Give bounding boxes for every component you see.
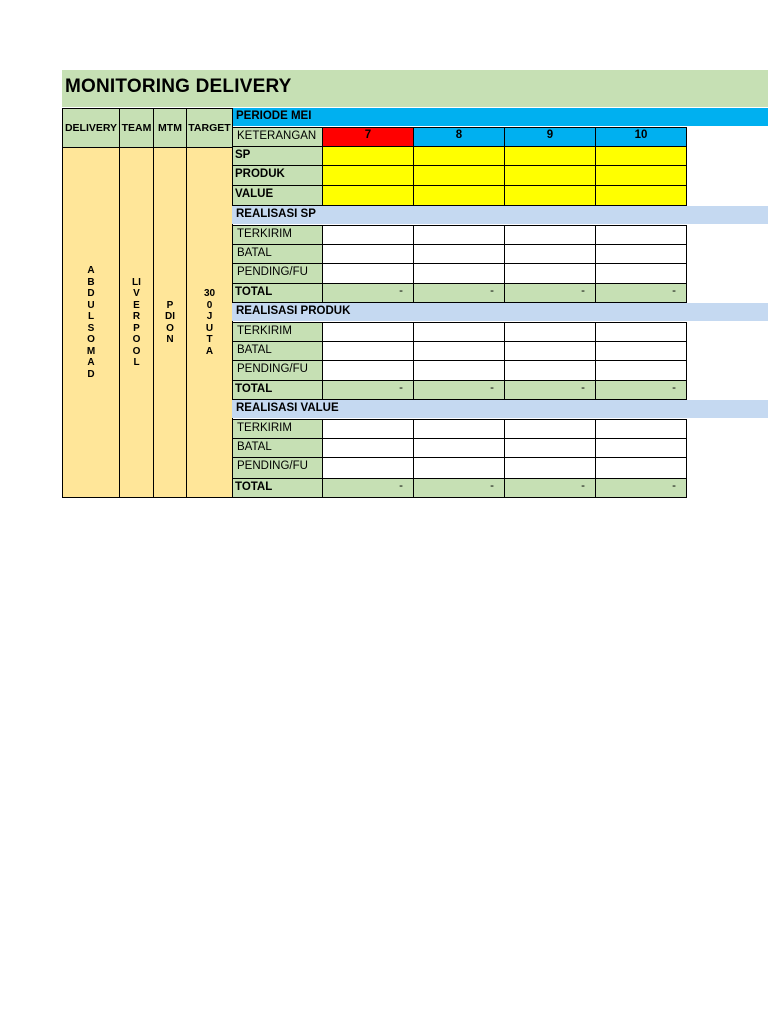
target-input-cell[interactable] xyxy=(413,185,505,206)
target-input-cell[interactable] xyxy=(413,165,505,186)
data-cell[interactable] xyxy=(322,225,414,245)
target-input-cell[interactable] xyxy=(322,146,414,166)
target-input-cell[interactable] xyxy=(595,185,687,206)
section-band-sp xyxy=(232,206,768,224)
total-cell: - xyxy=(413,478,505,498)
target-input-cell[interactable] xyxy=(504,165,596,186)
data-cell[interactable] xyxy=(595,244,687,264)
delivery-name: ABDUL SOMAD xyxy=(86,265,97,380)
data-cell[interactable] xyxy=(322,360,414,381)
data-cell[interactable] xyxy=(322,457,414,479)
day-header: 10 xyxy=(595,127,687,147)
row-label-batal: BATAL xyxy=(232,438,323,458)
total-cell: - xyxy=(504,380,596,400)
section-band-produk xyxy=(232,303,768,321)
total-cell: - xyxy=(504,478,596,498)
target-input-cell[interactable] xyxy=(413,146,505,166)
data-cell[interactable] xyxy=(504,341,596,361)
page-title: MONITORING DELIVERY xyxy=(65,76,292,97)
data-cell[interactable] xyxy=(322,322,414,342)
data-cell[interactable] xyxy=(413,360,505,381)
data-cell[interactable] xyxy=(322,263,414,284)
row-label-batal: BATAL xyxy=(232,341,323,361)
row-label-total: TOTAL xyxy=(232,380,323,400)
data-cell[interactable] xyxy=(504,457,596,479)
row-label-total: TOTAL xyxy=(232,478,323,498)
row-label-terkirim: TERKIRIM xyxy=(232,225,323,245)
periode-band xyxy=(232,108,768,126)
mtm-header: MTM xyxy=(153,108,187,148)
row-label-terkirim: TERKIRIM xyxy=(232,419,323,439)
data-cell[interactable] xyxy=(504,419,596,439)
data-cell[interactable] xyxy=(595,341,687,361)
data-cell[interactable] xyxy=(413,322,505,342)
row-label-pending: PENDING/FU xyxy=(232,360,323,381)
row-label-batal: BATAL xyxy=(232,244,323,264)
total-cell: - xyxy=(595,283,687,303)
row-label-total: TOTAL xyxy=(232,283,323,303)
team-cell xyxy=(119,147,154,498)
data-cell[interactable] xyxy=(595,322,687,342)
target-input-cell[interactable] xyxy=(595,146,687,166)
section-title: REALISASI SP xyxy=(236,208,316,220)
keterangan-label: KETERANGAN xyxy=(232,127,323,147)
data-cell[interactable] xyxy=(322,244,414,264)
target-input-cell[interactable] xyxy=(595,165,687,186)
mtm-cell xyxy=(153,147,187,498)
total-cell: - xyxy=(595,380,687,400)
total-cell: - xyxy=(504,283,596,303)
day-header: 9 xyxy=(504,127,596,147)
data-cell[interactable] xyxy=(504,360,596,381)
day-header: 8 xyxy=(413,127,505,147)
data-cell[interactable] xyxy=(595,360,687,381)
target-input-cell[interactable] xyxy=(504,185,596,206)
delivery-cell xyxy=(62,147,120,498)
data-cell[interactable] xyxy=(595,457,687,479)
target-input-cell[interactable] xyxy=(504,146,596,166)
data-cell[interactable] xyxy=(504,322,596,342)
periode-label: PERIODE MEI xyxy=(236,110,312,122)
target-value: 300 JUTA xyxy=(203,288,216,357)
data-cell[interactable] xyxy=(595,419,687,439)
data-cell[interactable] xyxy=(504,244,596,264)
title-band xyxy=(62,70,768,107)
data-cell[interactable] xyxy=(595,263,687,284)
target-header: TARGET xyxy=(186,108,233,148)
row-label-value: VALUE xyxy=(232,185,323,206)
data-cell[interactable] xyxy=(413,341,505,361)
row-label-sp: SP xyxy=(232,146,323,166)
data-cell[interactable] xyxy=(322,438,414,458)
data-cell[interactable] xyxy=(413,457,505,479)
section-title: REALISASI VALUE xyxy=(236,402,339,414)
data-cell[interactable] xyxy=(413,419,505,439)
data-cell[interactable] xyxy=(413,263,505,284)
total-cell: - xyxy=(413,283,505,303)
target-input-cell[interactable] xyxy=(322,165,414,186)
data-cell[interactable] xyxy=(322,419,414,439)
data-cell[interactable] xyxy=(322,341,414,361)
mtm-name: P DION xyxy=(165,299,177,345)
total-cell: - xyxy=(595,478,687,498)
row-label-pending: PENDING/FU xyxy=(232,457,323,479)
data-cell[interactable] xyxy=(504,263,596,284)
data-cell[interactable] xyxy=(413,438,505,458)
row-label-produk: PRODUK xyxy=(232,165,323,186)
target-cell xyxy=(186,147,233,498)
section-band-value xyxy=(232,400,768,418)
data-cell[interactable] xyxy=(504,225,596,245)
day-header: 7 xyxy=(322,127,414,147)
delivery-header: DELIVERY xyxy=(62,108,120,148)
data-cell[interactable] xyxy=(413,225,505,245)
data-cell[interactable] xyxy=(595,225,687,245)
data-cell[interactable] xyxy=(413,244,505,264)
team-header: TEAM xyxy=(119,108,154,148)
total-cell: - xyxy=(413,380,505,400)
total-cell: - xyxy=(322,478,414,498)
data-cell[interactable] xyxy=(595,438,687,458)
row-label-pending: PENDING/FU xyxy=(232,263,323,284)
total-cell: - xyxy=(322,380,414,400)
row-label-terkirim: TERKIRIM xyxy=(232,322,323,342)
section-title: REALISASI PRODUK xyxy=(236,305,351,317)
target-input-cell[interactable] xyxy=(322,185,414,206)
total-cell: - xyxy=(322,283,414,303)
data-cell[interactable] xyxy=(504,438,596,458)
team-name: LIVERPOOL xyxy=(132,276,141,368)
